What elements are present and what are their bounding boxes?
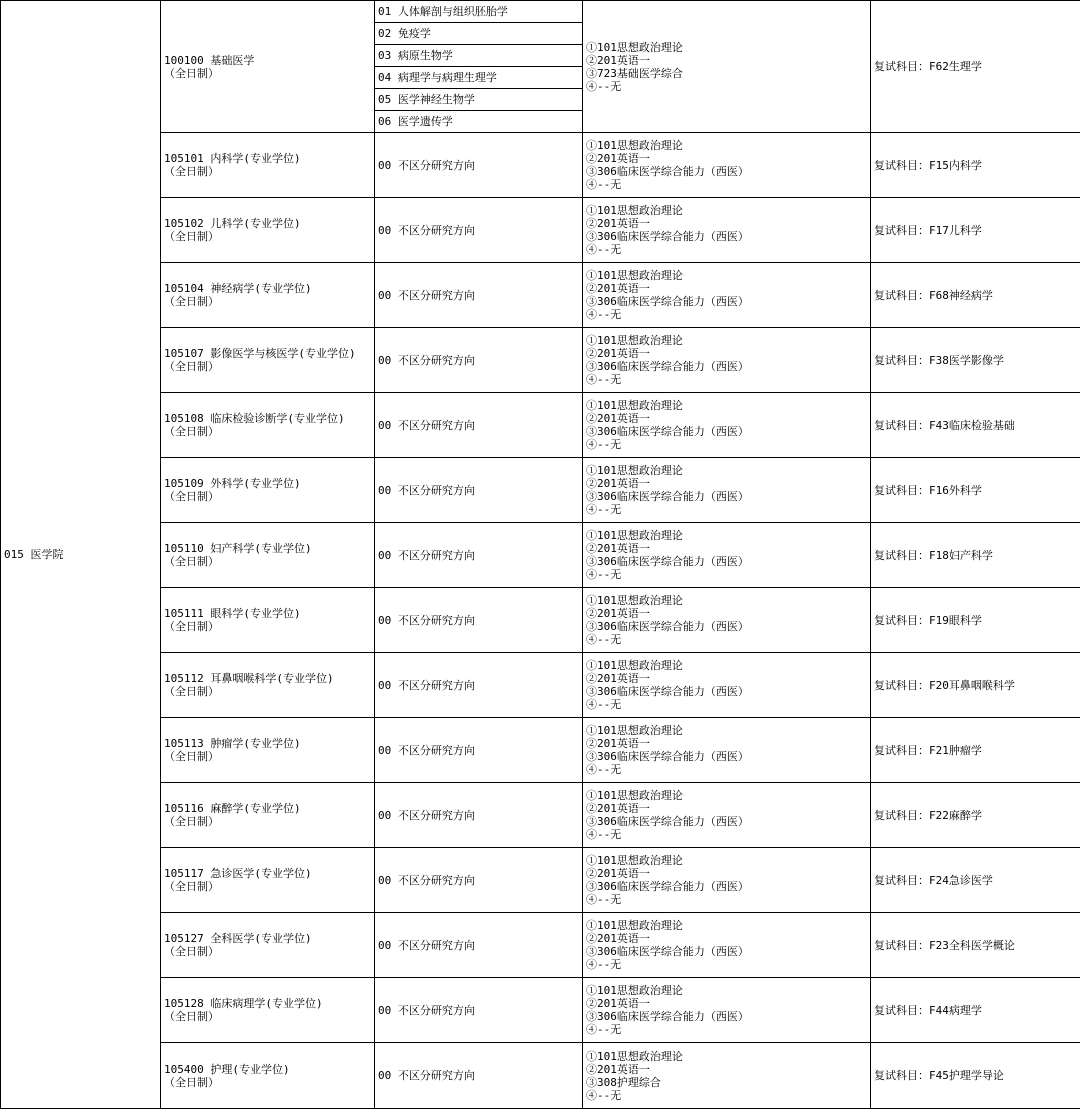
major-mode: （全日制） bbox=[164, 165, 371, 178]
table-row bbox=[1, 1043, 1080, 1109]
major-code-name: 105117 急诊医学(专业学位) bbox=[164, 867, 371, 880]
exam-cell bbox=[583, 1, 871, 133]
exam-subject-2: ②201英语一 bbox=[586, 282, 867, 295]
table-row bbox=[1, 523, 1080, 588]
major-mode: （全日制） bbox=[164, 360, 371, 373]
major-mode: （全日制） bbox=[164, 1076, 371, 1089]
direction-cell: 00 不区分研究方向 bbox=[375, 328, 583, 393]
major-cell bbox=[161, 653, 375, 718]
major-mode: （全日制） bbox=[164, 490, 371, 503]
table-row bbox=[1, 328, 1080, 393]
exam-subject-2: ②201英语一 bbox=[586, 802, 867, 815]
exam-subject-2: ②201英语一 bbox=[586, 737, 867, 750]
exam-subject-2: ②201英语一 bbox=[586, 477, 867, 490]
exam-cell bbox=[583, 913, 871, 978]
retest-cell: 复试科目：F45护理学导论 bbox=[871, 1043, 1080, 1109]
retest-cell: 复试科目：F18妇产科学 bbox=[871, 523, 1080, 588]
major-cell bbox=[161, 718, 375, 783]
table-row bbox=[1, 783, 1080, 848]
exam-cell bbox=[583, 718, 871, 783]
direction-cell: 03 病原生物学 bbox=[375, 45, 583, 67]
exam-subject-1: ①101思想政治理论 bbox=[586, 919, 867, 932]
retest-cell: 复试科目：F44病理学 bbox=[871, 978, 1080, 1043]
major-code-name: 105101 内科学(专业学位) bbox=[164, 152, 371, 165]
exam-subject-3: ③306临床医学综合能力（西医） bbox=[586, 360, 867, 373]
retest-cell: 复试科目：F23全科医学概论 bbox=[871, 913, 1080, 978]
retest-cell: 复试科目：F19眼科学 bbox=[871, 588, 1080, 653]
exam-subject-4: ④--无 bbox=[586, 568, 867, 581]
major-code-name: 105127 全科医学(专业学位) bbox=[164, 932, 371, 945]
exam-subject-2: ②201英语一 bbox=[586, 672, 867, 685]
major-mode: （全日制） bbox=[164, 880, 371, 893]
exam-cell bbox=[583, 328, 871, 393]
retest-cell: 复试科目：F15内科学 bbox=[871, 133, 1080, 198]
direction-cell: 00 不区分研究方向 bbox=[375, 393, 583, 458]
major-cell bbox=[161, 393, 375, 458]
major-code-name: 105104 神经病学(专业学位) bbox=[164, 282, 371, 295]
exam-subject-3: ③308护理综合 bbox=[586, 1076, 867, 1089]
table-row bbox=[1, 133, 1080, 198]
major-mode: （全日制） bbox=[164, 620, 371, 633]
table-row bbox=[1, 588, 1080, 653]
direction-cell: 02 免疫学 bbox=[375, 23, 583, 45]
exam-subject-1: ①101思想政治理论 bbox=[586, 724, 867, 737]
exam-subject-1: ①101思想政治理论 bbox=[586, 1050, 867, 1063]
table-row bbox=[1, 978, 1080, 1043]
exam-subject-4: ④--无 bbox=[586, 503, 867, 516]
exam-subject-3: ③306临床医学综合能力（西医） bbox=[586, 425, 867, 438]
exam-cell bbox=[583, 653, 871, 718]
exam-cell bbox=[583, 1043, 871, 1109]
exam-subject-4: ④--无 bbox=[586, 763, 867, 776]
direction-cell: 00 不区分研究方向 bbox=[375, 718, 583, 783]
exam-subject-1: ①101思想政治理论 bbox=[586, 594, 867, 607]
major-code-name: 105400 护理(专业学位) bbox=[164, 1063, 371, 1076]
exam-subject-4: ④--无 bbox=[586, 1089, 867, 1102]
major-code-name: 105111 眼科学(专业学位) bbox=[164, 607, 371, 620]
exam-subject-3: ③306临床医学综合能力（西医） bbox=[586, 490, 867, 503]
exam-cell bbox=[583, 133, 871, 198]
retest-cell: 复试科目：F20耳鼻咽喉科学 bbox=[871, 653, 1080, 718]
direction-cell: 00 不区分研究方向 bbox=[375, 653, 583, 718]
exam-subject-2: ②201英语一 bbox=[586, 1063, 867, 1076]
major-mode: （全日制） bbox=[164, 555, 371, 568]
direction-cell: 00 不区分研究方向 bbox=[375, 913, 583, 978]
exam-subject-1: ①101思想政治理论 bbox=[586, 789, 867, 802]
major-code-name: 105109 外科学(专业学位) bbox=[164, 477, 371, 490]
exam-subject-2: ②201英语一 bbox=[586, 54, 867, 67]
exam-cell bbox=[583, 783, 871, 848]
exam-subject-1: ①101思想政治理论 bbox=[586, 659, 867, 672]
exam-subject-3: ③306临床医学综合能力（西医） bbox=[586, 295, 867, 308]
major-cell bbox=[161, 133, 375, 198]
exam-cell bbox=[583, 588, 871, 653]
exam-subject-4: ④--无 bbox=[586, 308, 867, 321]
retest-cell: 复试科目：F21肿瘤学 bbox=[871, 718, 1080, 783]
retest-cell: 复试科目：F62生理学 bbox=[871, 1, 1080, 133]
exam-subject-2: ②201英语一 bbox=[586, 867, 867, 880]
exam-subject-2: ②201英语一 bbox=[586, 997, 867, 1010]
exam-subject-2: ②201英语一 bbox=[586, 412, 867, 425]
direction-cell: 06 医学遗传学 bbox=[375, 111, 583, 133]
exam-subject-2: ②201英语一 bbox=[586, 152, 867, 165]
retest-cell: 复试科目：F43临床检验基础 bbox=[871, 393, 1080, 458]
table-row bbox=[1, 718, 1080, 783]
exam-subject-2: ②201英语一 bbox=[586, 217, 867, 230]
major-code-name: 105128 临床病理学(专业学位) bbox=[164, 997, 371, 1010]
exam-subject-3: ③306临床医学综合能力（西医） bbox=[586, 750, 867, 763]
direction-cell: 00 不区分研究方向 bbox=[375, 263, 583, 328]
table-row-basic-medicine bbox=[1, 1, 1080, 23]
table-row bbox=[1, 653, 1080, 718]
exam-cell bbox=[583, 198, 871, 263]
retest-cell: 复试科目：F22麻醉学 bbox=[871, 783, 1080, 848]
exam-subject-1: ①101思想政治理论 bbox=[586, 204, 867, 217]
major-mode: （全日制） bbox=[164, 815, 371, 828]
department-cell: 015 医学院 bbox=[1, 1, 161, 1109]
exam-subject-4: ④--无 bbox=[586, 698, 867, 711]
exam-subject-4: ④--无 bbox=[586, 373, 867, 386]
direction-cell: 00 不区分研究方向 bbox=[375, 198, 583, 263]
exam-subject-4: ④--无 bbox=[586, 80, 867, 93]
major-code-name: 105108 临床检验诊断学(专业学位) bbox=[164, 412, 371, 425]
major-code-name: 105113 肿瘤学(专业学位) bbox=[164, 737, 371, 750]
exam-subject-2: ②201英语一 bbox=[586, 607, 867, 620]
direction-cell: 00 不区分研究方向 bbox=[375, 588, 583, 653]
major-mode: （全日制） bbox=[164, 685, 371, 698]
exam-subject-2: ②201英语一 bbox=[586, 542, 867, 555]
exam-subject-3: ③306临床医学综合能力（西医） bbox=[586, 880, 867, 893]
major-mode: （全日制） bbox=[164, 425, 371, 438]
major-cell bbox=[161, 458, 375, 523]
major-cell bbox=[161, 588, 375, 653]
direction-cell: 00 不区分研究方向 bbox=[375, 458, 583, 523]
exam-subject-1: ①101思想政治理论 bbox=[586, 984, 867, 997]
table-row bbox=[1, 198, 1080, 263]
exam-subject-4: ④--无 bbox=[586, 893, 867, 906]
major-cell bbox=[161, 978, 375, 1043]
table-row bbox=[1, 458, 1080, 523]
major-mode: （全日制） bbox=[164, 1010, 371, 1023]
exam-subject-3: ③306临床医学综合能力（西医） bbox=[586, 555, 867, 568]
retest-cell: 复试科目：F38医学影像学 bbox=[871, 328, 1080, 393]
exam-subject-3: ③306临床医学综合能力（西医） bbox=[586, 1010, 867, 1023]
table-row bbox=[1, 263, 1080, 328]
exam-subject-4: ④--无 bbox=[586, 438, 867, 451]
major-mode: （全日制） bbox=[164, 945, 371, 958]
retest-cell: 复试科目：F68神经病学 bbox=[871, 263, 1080, 328]
retest-cell: 复试科目：F24急诊医学 bbox=[871, 848, 1080, 913]
exam-cell bbox=[583, 848, 871, 913]
exam-subject-1: ①101思想政治理论 bbox=[586, 854, 867, 867]
direction-cell: 00 不区分研究方向 bbox=[375, 523, 583, 588]
major-cell bbox=[161, 1, 375, 133]
major-cell bbox=[161, 328, 375, 393]
exam-cell bbox=[583, 523, 871, 588]
major-mode: （全日制） bbox=[164, 230, 371, 243]
major-code-name: 105112 耳鼻咽喉科学(专业学位) bbox=[164, 672, 371, 685]
major-cell bbox=[161, 523, 375, 588]
exam-subject-2: ②201英语一 bbox=[586, 347, 867, 360]
direction-cell: 00 不区分研究方向 bbox=[375, 978, 583, 1043]
table-row bbox=[1, 393, 1080, 458]
table-row bbox=[1, 913, 1080, 978]
exam-subject-3: ③306临床医学综合能力（西医） bbox=[586, 685, 867, 698]
exam-cell bbox=[583, 393, 871, 458]
exam-subject-3: ③306临床医学综合能力（西医） bbox=[586, 620, 867, 633]
major-cell bbox=[161, 198, 375, 263]
direction-cell: 00 不区分研究方向 bbox=[375, 848, 583, 913]
retest-cell: 复试科目：F16外科学 bbox=[871, 458, 1080, 523]
major-cell bbox=[161, 1043, 375, 1109]
table-row bbox=[1, 848, 1080, 913]
major-code-name: 105116 麻醉学(专业学位) bbox=[164, 802, 371, 815]
exam-subject-1: ①101思想政治理论 bbox=[586, 334, 867, 347]
major-code-name: 105107 影像医学与核医学(专业学位) bbox=[164, 347, 371, 360]
major-cell bbox=[161, 263, 375, 328]
direction-cell: 00 不区分研究方向 bbox=[375, 133, 583, 198]
exam-subject-1: ①101思想政治理论 bbox=[586, 139, 867, 152]
exam-subject-1: ①101思想政治理论 bbox=[586, 529, 867, 542]
exam-subject-4: ④--无 bbox=[586, 828, 867, 841]
exam-subject-1: ①101思想政治理论 bbox=[586, 464, 867, 477]
major-mode: （全日制） bbox=[164, 67, 371, 80]
major-cell bbox=[161, 783, 375, 848]
exam-subject-4: ④--无 bbox=[586, 958, 867, 971]
direction-cell: 00 不区分研究方向 bbox=[375, 1043, 583, 1109]
exam-subject-2: ②201英语一 bbox=[586, 932, 867, 945]
major-mode: （全日制） bbox=[164, 295, 371, 308]
exam-subject-4: ④--无 bbox=[586, 243, 867, 256]
exam-cell bbox=[583, 458, 871, 523]
major-code-name: 100100 基础医学 bbox=[164, 54, 371, 67]
exam-subject-3: ③306临床医学综合能力（西医） bbox=[586, 815, 867, 828]
major-mode: （全日制） bbox=[164, 750, 371, 763]
exam-subject-3: ③723基础医学综合 bbox=[586, 67, 867, 80]
exam-subject-4: ④--无 bbox=[586, 178, 867, 191]
exam-subject-4: ④--无 bbox=[586, 633, 867, 646]
direction-cell: 00 不区分研究方向 bbox=[375, 783, 583, 848]
retest-cell: 复试科目：F17儿科学 bbox=[871, 198, 1080, 263]
exam-cell bbox=[583, 263, 871, 328]
exam-subject-3: ③306临床医学综合能力（西医） bbox=[586, 945, 867, 958]
direction-cell: 01 人体解剖与组织胚胎学 bbox=[375, 1, 583, 23]
exam-subject-1: ①101思想政治理论 bbox=[586, 41, 867, 54]
exam-subject-3: ③306临床医学综合能力（西医） bbox=[586, 230, 867, 243]
exam-subject-3: ③306临床医学综合能力（西医） bbox=[586, 165, 867, 178]
direction-cell: 05 医学神经生物学 bbox=[375, 89, 583, 111]
exam-subject-4: ④--无 bbox=[586, 1023, 867, 1036]
exam-subject-1: ①101思想政治理论 bbox=[586, 399, 867, 412]
direction-cell: 04 病理学与病理生理学 bbox=[375, 67, 583, 89]
exam-cell bbox=[583, 978, 871, 1043]
major-cell bbox=[161, 848, 375, 913]
major-code-name: 105102 儿科学(专业学位) bbox=[164, 217, 371, 230]
major-code-name: 105110 妇产科学(专业学位) bbox=[164, 542, 371, 555]
exam-subject-1: ①101思想政治理论 bbox=[586, 269, 867, 282]
major-cell bbox=[161, 913, 375, 978]
